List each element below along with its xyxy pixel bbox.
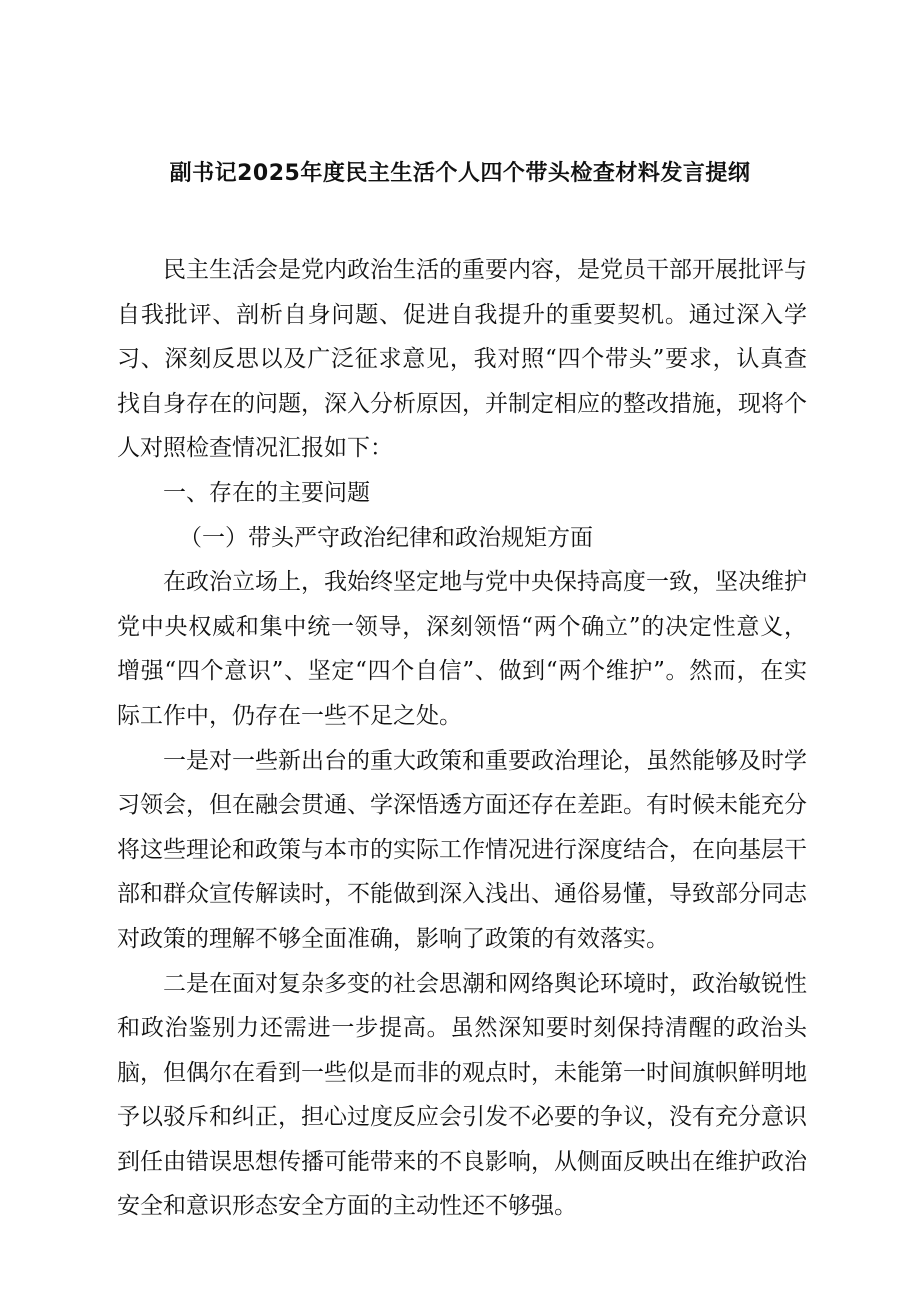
section-heading: 一、存在的主要问题 [163, 479, 370, 506]
document-title: 副书记2025年度民主生活个人四个带头检查材料发言提纲 [169, 161, 751, 186]
intro-paragraph: 民主生活会是党内政治生活的重要内容，是党员干部开展批评与自我批评、剖析自身问题、促进自我提升的重要契机。通过深入学习、深刻反思以及广泛征求意见，我对照“四个带头”要求，认真查找自身存在的问题，深入分析原因，并制定相应的整改措施，现将个人对照检查情况汇报如下： [117, 257, 807, 462]
body-paragraph-1: 在政治立场上，我始终坚定地与党中央保持高度一致，坚决维护党中央权威和集中统一领导，深刻领悟“两个确立”的决定性意义，增强“四个意识”、坚定“四个自信”、做到“两个维护”。然而，在实际工作中，仍存在一些不足之处。 [117, 569, 807, 729]
body-paragraph-3: 二是在面对复杂多变的社会思潮和网络舆论环境时，政治敏锐性和政治鉴别力还需进一步提高。虽然深知要时刻保持清醒的政治头脑，但偶尔在看到一些似是而非的观点时，未能第一时间旗帜鲜明地予以驳斥和纠正，担心过度反应会引发不必要的争议，没有充分意识到任由错误思想传播可能带来的不良影响，从侧面反映出在维护政治安全和意识形态安全方面的主动性还不够强。 [117, 970, 807, 1220]
document-body [117, 248, 807, 1229]
subsection-heading: （一）带头严守政治纪律和政治规矩方面 [179, 524, 593, 551]
body-paragraph-2: 一是对一些新出台的重大政策和重要政治理论，虽然能够及时学习领会，但在融会贯通、学深悟透方面还存在差距。有时候未能充分将这些理论和政策与本市的实际工作情况进行深度结合，在向基层干部和群众宣传解读时，不能做到深入浅出、通俗易懂，导致部分同志对政策的理解不够全面准确，影响了政策的有效落实。 [117, 747, 807, 952]
